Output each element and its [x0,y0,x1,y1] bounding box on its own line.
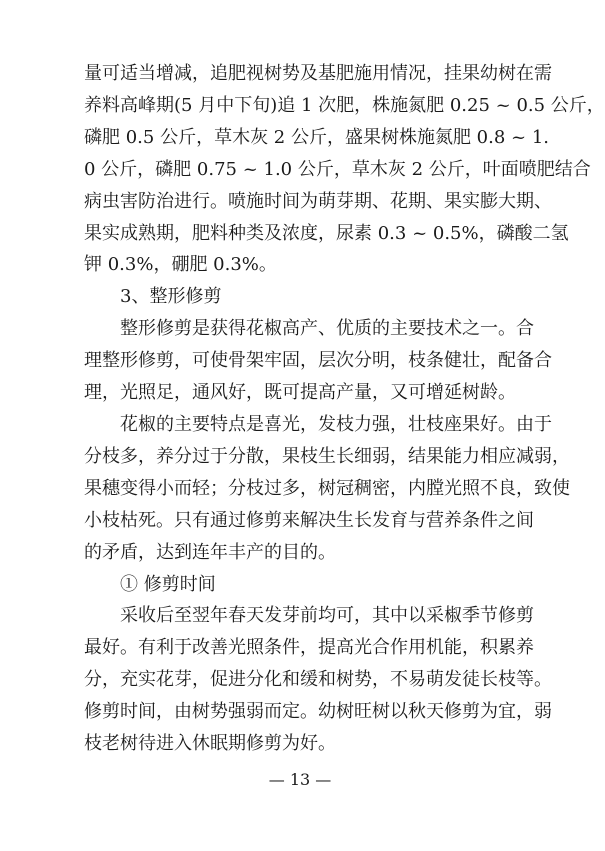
text-line: 枝老树待进入休眠期修剪为好。 [84,733,336,754]
section-heading: 3、整形修剪 [120,286,222,307]
text-line: 0 公斤，磷肥 0.75 ~ 1.0 公斤，草木灰 2 公斤，叶面喷肥结合 [84,159,591,180]
text-line: 小枝枯死。只有通过修剪来解决生长发育与营养条件之间 [84,510,534,531]
text-line: 理整形修剪，可使骨架牢固，层次分明，枝条健壮，配备合 [84,350,552,371]
text-line: 果实成熟期，肥料种类及浓度，尿素 0.3 ~ 0.5%，磷酸二氢 [84,223,569,244]
text-line: 分，充实花芽，促进分化和缓和树势，不易萌发徒长枝等。 [84,669,552,690]
text-line: 的矛盾，达到连年丰产的目的。 [84,542,336,563]
text-line: 分枝多，养分过于分散，果枝生长细弱，结果能力相应减弱， [84,446,570,467]
text-line: 整形修剪是获得花椒高产、优质的主要技术之一。合 [120,318,534,339]
text-line: 量可适当增减，追肥视树势及基肥施用情况，挂果幼树在需 [84,63,552,84]
text-line: 最好。有利于改善光照条件，提高光合作用机能，积累养 [84,637,534,658]
subheading-pruning-time: ① 修剪时间 [120,574,216,595]
text-line: 养料高峰期(5 月中下旬)追 1 次肥，株施氮肥 0.25 ~ 0.5 公斤， [84,95,605,116]
text-line: 磷肥 0.5 公斤，草木灰 2 公斤，盛果树株施氮肥 0.8 ~ 1. [84,127,550,148]
text-line: 理，光照足，通风好，既可提高产量，又可增延树龄。 [84,382,516,403]
text-line: 果穗变得小而轻；分枝过多，树冠稠密，内膛光照不良，致使 [84,478,570,499]
text-line: 花椒的主要特点是喜光，发枝力强，壮枝座果好。由于 [120,414,552,435]
text-line: 修剪时间，由树势强弱而定。幼树旺树以秋天修剪为宜，弱 [84,701,552,722]
text-line: 钾 0.3%，硼肥 0.3%。 [84,254,277,275]
text-line: 病虫害防治进行。喷施时间为萌芽期、花期、果实膨大期、 [84,191,552,212]
page-number: — 13 — [268,770,332,789]
text-line: 采收后至翌年春天发芽前均可，其中以采椒季节修剪 [120,605,534,626]
